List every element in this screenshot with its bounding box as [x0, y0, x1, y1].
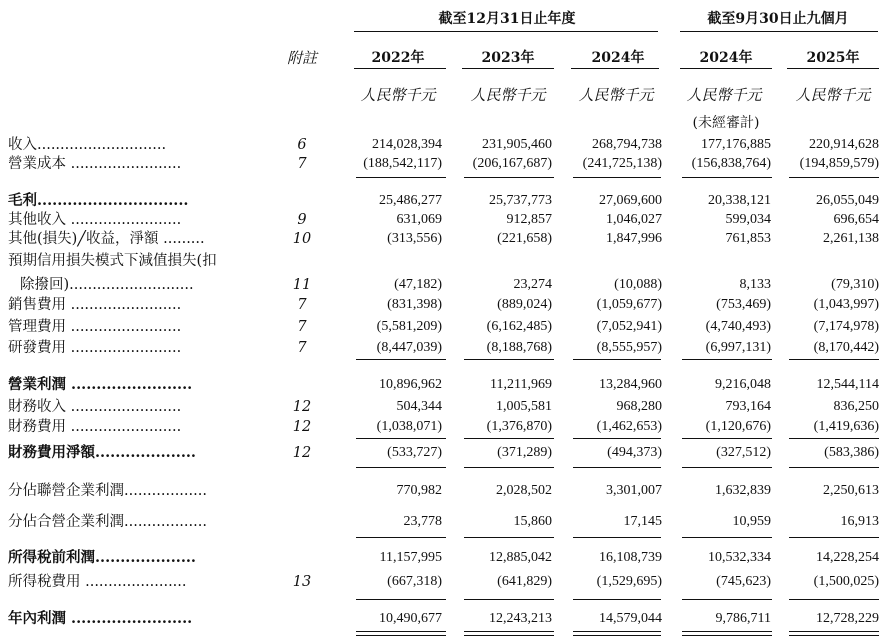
cell-2024-9m: 20,338,121 [708, 193, 771, 208]
table-row-profit-for-year [0, 610, 884, 628]
cell-2024-9m: 9,786,711 [715, 611, 771, 626]
row-note: 7 [297, 340, 307, 356]
subtotal-rule-2 [464, 438, 554, 439]
cell-2025-9m: 2,261,138 [823, 231, 879, 246]
cell-2024: (10,088) [614, 277, 662, 292]
table-row-cost-of-sales [0, 155, 884, 173]
table-row-selling-expenses [0, 296, 884, 314]
row-label: 營業成本 ........................ [8, 156, 182, 172]
cell-2024-9m: 10,532,334 [708, 550, 771, 565]
row-note: 10 [292, 231, 312, 247]
cell-2022: 10,490,677 [379, 611, 442, 626]
cell-2024-9m: 177,176,885 [701, 137, 771, 152]
subtotal-rule-3 [573, 537, 661, 538]
subtotal-rule-4 [682, 467, 772, 468]
row-note: 6 [297, 137, 307, 153]
subtotal-rule-1 [356, 599, 446, 600]
cell-2024-9m: 793,164 [725, 399, 771, 414]
cell-2024: (8,555,957) [596, 340, 662, 355]
cell-2024-9m: 10,959 [732, 514, 771, 529]
row-label: 分佔合營企業利潤.................. [8, 514, 207, 530]
row-note: 11 [292, 277, 312, 293]
cell-2024-9m: 9,216,048 [715, 377, 771, 392]
unaudited-label: (未經審計) [692, 115, 760, 131]
row-label: 預期信用損失模式下減值損失(扣 [8, 253, 217, 269]
row-note: 13 [292, 574, 312, 590]
cell-2024-9m: (4,740,493) [705, 319, 771, 334]
table-row-gross-profit [0, 192, 884, 210]
year-rule-3 [571, 68, 659, 69]
cell-2025-9m: 220,914,628 [809, 137, 879, 152]
cell-2023: 11,211,969 [490, 377, 552, 392]
cell-2024: 1,847,996 [606, 231, 662, 246]
subtotal-rule-5 [789, 438, 879, 439]
unit-label-2: 人民幣千元 [470, 86, 546, 104]
subtotal-rule-4 [682, 537, 772, 538]
total-double-rule-1 [356, 631, 446, 636]
subtotal-rule-3 [573, 359, 661, 360]
cell-2025-9m: 12,544,114 [816, 377, 879, 392]
table-row-finance-costs [0, 418, 884, 436]
subtotal-rule-5 [789, 599, 879, 600]
table-row-revenue [0, 136, 884, 154]
cell-2025-9m: 26,055,049 [816, 193, 879, 208]
cell-2022: 10,896,962 [379, 377, 442, 392]
subtotal-rule-3 [573, 467, 661, 468]
period-year-rule [354, 31, 658, 32]
period-nine-heading: 截至9月30日止九個月 [707, 11, 849, 27]
cell-2025-9m: (1,419,636) [813, 419, 879, 434]
subtotal-rule-3 [573, 177, 661, 178]
cell-2023: 1,005,581 [496, 399, 552, 414]
cell-2022: 504,344 [396, 399, 442, 414]
row-label: 分佔聯營企業利潤.................. [8, 483, 207, 499]
row-label: 研發費用 ........................ [8, 340, 182, 356]
subtotal-rule-2 [464, 467, 554, 468]
cell-2022: 11,157,995 [379, 550, 442, 565]
cell-2024-9m: (156,838,764) [691, 156, 771, 171]
table-row-impairment [0, 276, 884, 294]
subtotal-rule-5 [789, 359, 879, 360]
row-label: 營業利潤 ........................ [8, 376, 193, 393]
subtotal-rule-1 [356, 177, 446, 178]
cell-2023: (221,658) [497, 231, 552, 246]
table-row-net-finance-costs [0, 444, 884, 462]
year-rule-1 [354, 68, 446, 69]
row-note: 12 [292, 445, 312, 461]
year-rule-4 [680, 68, 772, 69]
year-2025-nine-months: 2025年 [806, 50, 860, 66]
cell-2025-9m: 12,728,229 [816, 611, 879, 626]
table-row-other-gains-losses [0, 230, 884, 248]
cell-2023: 15,860 [513, 514, 552, 529]
row-label: 財務收入 ........................ [8, 399, 182, 415]
row-label: 其他(損失)╱收益，淨額 ......... [8, 231, 205, 247]
cell-2023: (1,376,870) [486, 419, 552, 434]
row-label: 其他收入 ........................ [8, 212, 182, 228]
subtotal-rule-4 [682, 438, 772, 439]
year-2024-nine-months: 2024年 [699, 50, 753, 66]
cell-2024-9m: (327,512) [716, 445, 771, 460]
row-label: 年內利潤 ........................ [8, 610, 193, 627]
cell-2024-9m: 599,034 [725, 212, 771, 227]
row-label: 除撥回)........................... [20, 277, 194, 293]
cell-2023: 12,243,213 [489, 611, 552, 626]
subtotal-rule-1 [356, 537, 446, 538]
cell-2024: 1,046,027 [606, 212, 662, 227]
year-2022: 2022年 [371, 50, 425, 66]
note-column-heading: 附註 [286, 49, 317, 67]
cell-2025-9m: (583,386) [824, 445, 879, 460]
row-label: 毛利.............................. [8, 192, 189, 209]
subtotal-rule-1 [356, 467, 446, 468]
cell-2023: (6,162,485) [486, 319, 552, 334]
cell-2024: 27,069,600 [599, 193, 662, 208]
table-row-rd-expenses [0, 339, 884, 357]
subtotal-rule-1 [356, 438, 446, 439]
cell-2024-9m: 761,853 [725, 231, 771, 246]
subtotal-rule-2 [464, 537, 554, 538]
subtotal-rule-5 [789, 177, 879, 178]
row-label: 收入............................ [8, 137, 167, 153]
subtotal-rule-1 [356, 359, 446, 360]
cell-2022: 770,982 [396, 483, 442, 498]
table-row-impairment-heading [0, 252, 884, 270]
cell-2024: (1,462,653) [596, 419, 662, 434]
year-rule-5 [787, 68, 879, 69]
subtotal-rule-4 [682, 359, 772, 360]
row-label: 銷售費用 ........................ [8, 297, 182, 313]
table-row-income-tax [0, 573, 884, 591]
cell-2022: (313,556) [387, 231, 442, 246]
cell-2023: 23,274 [513, 277, 552, 292]
cell-2025-9m: 696,654 [833, 212, 879, 227]
total-double-rule-3 [573, 631, 661, 636]
cell-2024-9m: 1,632,839 [715, 483, 771, 498]
cell-2024: 16,108,739 [599, 550, 662, 565]
cell-2023: 25,737,773 [489, 193, 552, 208]
subtotal-rule-4 [682, 177, 772, 178]
year-2024: 2024年 [591, 50, 645, 66]
cell-2024: (1,529,695) [596, 574, 662, 589]
subtotal-rule-2 [464, 359, 554, 360]
cell-2024-9m: (1,120,676) [705, 419, 771, 434]
row-note: 7 [297, 297, 307, 313]
cell-2024-9m: 8,133 [739, 277, 771, 292]
cell-2022: (1,038,071) [376, 419, 442, 434]
cell-2023: (371,289) [497, 445, 552, 460]
subtotal-rule-4 [682, 599, 772, 600]
subtotal-rule-3 [573, 599, 661, 600]
unit-label-1: 人民幣千元 [360, 86, 436, 104]
row-label: 財務費用淨額.................... [8, 444, 196, 461]
cell-2023: 912,857 [506, 212, 552, 227]
row-label: 財務費用 ........................ [8, 419, 182, 435]
cell-2022: 25,486,277 [379, 193, 442, 208]
cell-2024: 17,145 [623, 514, 662, 529]
table-row-share-associates [0, 482, 884, 500]
table-row-admin-expenses [0, 318, 884, 336]
period-year-heading: 截至12月31日止年度 [438, 11, 576, 27]
cell-2022: 23,778 [403, 514, 442, 529]
cell-2024-9m: (753,469) [716, 297, 771, 312]
unit-label-5: 人民幣千元 [795, 86, 871, 104]
cell-2022: 631,069 [396, 212, 442, 227]
subtotal-rule-2 [464, 599, 554, 600]
row-label: 管理費用 ........................ [8, 319, 182, 335]
cell-2023: (206,167,687) [472, 156, 552, 171]
cell-2025-9m: (7,174,978) [813, 319, 879, 334]
cell-2024: 968,280 [616, 399, 662, 414]
total-double-rule-2 [464, 631, 554, 636]
period-nine-rule [680, 31, 878, 32]
year-2023: 2023年 [481, 50, 535, 66]
row-note: 7 [297, 156, 307, 172]
total-double-rule-4 [682, 631, 772, 636]
cell-2025-9m: (79,310) [831, 277, 879, 292]
cell-2024: (241,725,138) [582, 156, 662, 171]
cell-2024: (494,373) [607, 445, 662, 460]
cell-2025-9m: 2,250,613 [823, 483, 879, 498]
cell-2024: (7,052,941) [596, 319, 662, 334]
subtotal-rule-3 [573, 438, 661, 439]
table-row-other-income [0, 211, 884, 229]
table-row-finance-income [0, 398, 884, 416]
cell-2024: (1,059,677) [596, 297, 662, 312]
cell-2025-9m: (8,170,442) [813, 340, 879, 355]
cell-2025-9m: (1,043,997) [813, 297, 879, 312]
cell-2025-9m: 16,913 [840, 514, 879, 529]
cell-2023: 12,885,042 [489, 550, 552, 565]
row-note: 7 [297, 319, 307, 335]
cell-2025-9m: 14,228,254 [816, 550, 879, 565]
cell-2022: (667,318) [387, 574, 442, 589]
cell-2024-9m: (745,623) [716, 574, 771, 589]
unit-label-3: 人民幣千元 [578, 86, 654, 104]
cell-2022: (831,398) [387, 297, 442, 312]
row-label: 所得稅前利潤.................... [8, 549, 196, 566]
cell-2025-9m: 836,250 [833, 399, 879, 414]
subtotal-rule-5 [789, 537, 879, 538]
cell-2024: 3,301,007 [606, 483, 662, 498]
cell-2022: (533,727) [387, 445, 442, 460]
row-note: 12 [292, 419, 312, 435]
cell-2023: 231,905,460 [482, 137, 552, 152]
row-note: 9 [297, 212, 307, 228]
cell-2024-9m: (6,997,131) [705, 340, 771, 355]
table-row-share-joint-ventures [0, 513, 884, 531]
cell-2023: (8,188,768) [486, 340, 552, 355]
cell-2022: (188,542,117) [363, 156, 442, 171]
row-note: 12 [292, 399, 312, 415]
subtotal-rule-2 [464, 177, 554, 178]
cell-2023: 2,028,502 [496, 483, 552, 498]
cell-2023: (889,024) [497, 297, 552, 312]
cell-2022: (5,581,209) [376, 319, 442, 334]
total-double-rule-5 [789, 631, 879, 636]
cell-2024: 268,794,738 [592, 137, 662, 152]
table-row-profit-before-tax [0, 549, 884, 567]
unit-label-4: 人民幣千元 [686, 86, 762, 104]
cell-2023: (641,829) [497, 574, 552, 589]
cell-2025-9m: (1,500,025) [813, 574, 879, 589]
subtotal-rule-5 [789, 467, 879, 468]
cell-2024: 13,284,960 [599, 377, 662, 392]
table-row-operating-profit [0, 376, 884, 394]
cell-2022: (8,447,039) [376, 340, 442, 355]
cell-2024: 14,579,044 [599, 611, 662, 626]
cell-2022: (47,182) [394, 277, 442, 292]
row-label: 所得稅費用 ...................... [8, 574, 187, 590]
cell-2025-9m: (194,859,579) [799, 156, 879, 171]
cell-2022: 214,028,394 [372, 137, 442, 152]
year-rule-2 [462, 68, 554, 69]
